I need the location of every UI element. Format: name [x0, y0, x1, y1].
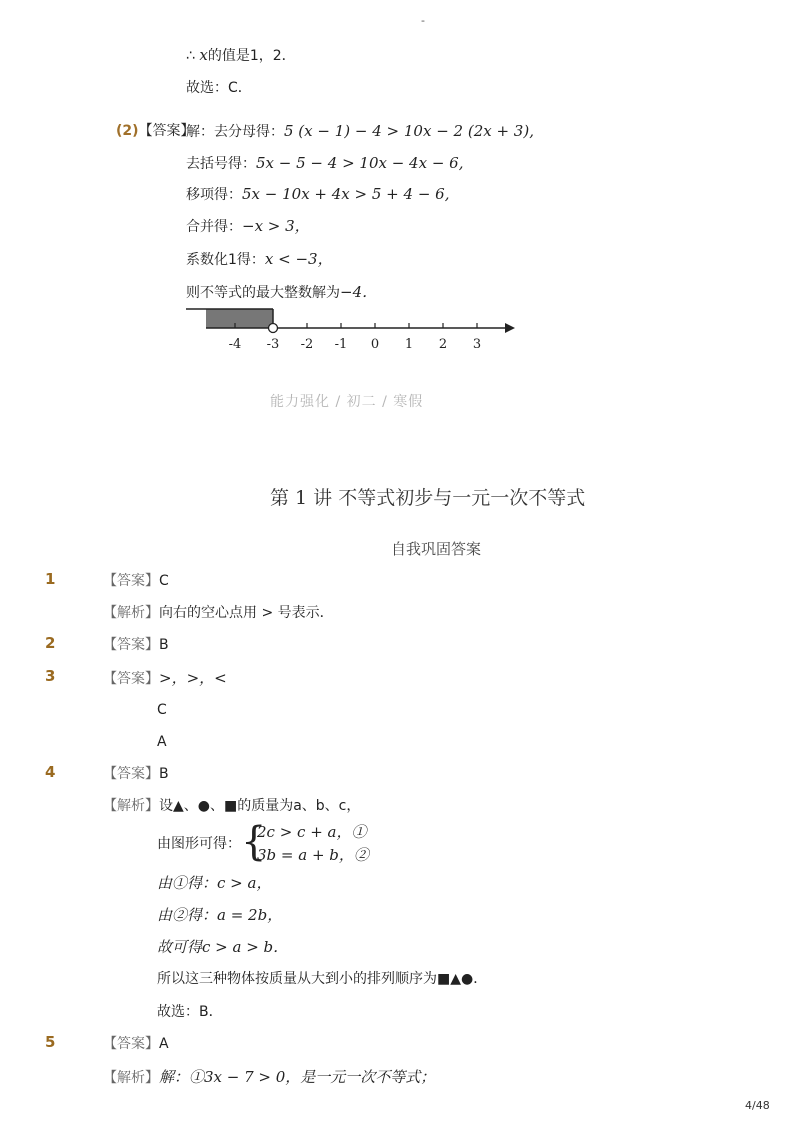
item-5-answer: 【答案】A: [103, 1036, 169, 1052]
q4-system-eq-1: 2c > c + a，①: [257, 823, 367, 841]
lecture-title: 第 1 讲 不等式初步与一元一次不等式: [270, 487, 586, 509]
q4-line-5: 故选：B．: [157, 1004, 223, 1020]
q2-step-1: 解：去分母得：5 (x − 1) − 4 > 10x − 2 (2x + 3),: [186, 122, 534, 140]
tick-label: 1: [404, 337, 414, 352]
q4-system-label: 由图形可得：: [157, 836, 241, 852]
item-3-line-3: A: [157, 734, 167, 750]
tick-label: -1: [334, 337, 348, 352]
q2-step-4: 合并得：−x > 3，: [186, 217, 310, 235]
page-number: 4/48: [745, 1099, 770, 1112]
continuation-line-2: 故选：C．: [186, 80, 252, 96]
q4-line-2: 由②得：a = 2b，: [157, 906, 283, 924]
item-4-answer: 【答案】B: [103, 766, 169, 782]
q2-step-5: 系数化1得：x < −3，: [186, 250, 333, 268]
q2-step-6: 则不等式的最大整数解为−4．: [186, 283, 378, 301]
item-number-4: 4: [45, 763, 56, 781]
open-point: [269, 324, 278, 333]
q4-line-3: 故可得c > a > b．: [157, 938, 289, 956]
tick-label: 0: [370, 337, 380, 352]
tick-label: -4: [228, 337, 242, 352]
item-number-3: 3: [45, 667, 56, 685]
item-1-analysis: 【解析】向右的空心点用 > 号表示．: [103, 605, 334, 621]
shaded-region: [206, 309, 273, 328]
tick-label: 3: [472, 337, 482, 352]
item-number-5: 5: [45, 1033, 56, 1051]
q2-step-3: 移项得：5x − 10x + 4x > 5 + 4 − 6,: [186, 185, 450, 203]
tick-label: 2: [438, 337, 448, 352]
q2-step-2: 去括号得：5x − 5 − 4 > 10x − 4x − 6,: [186, 154, 464, 172]
q4-line-4: 所以这三种物体按质量从大到小的排列顺序为■▲●．: [157, 971, 488, 987]
item-2-answer: 【答案】B: [103, 637, 169, 653]
number-line-diagram: [180, 300, 525, 358]
q4-line-1: 由①得：c > a，: [157, 874, 272, 892]
section-title: 自我巩固答案: [391, 540, 482, 558]
item-1-answer: 【答案】C: [103, 573, 169, 589]
q2-label: (2)【答案】: [116, 123, 195, 139]
axis-arrow: [505, 323, 515, 333]
item-5-analysis: 【解析】解：①3x − 7 > 0，是一元一次不等式；: [103, 1068, 436, 1086]
item-number-2: 2: [45, 634, 56, 652]
top-mark: -: [421, 14, 425, 27]
item-3-line-2: C: [157, 702, 167, 718]
item-4-analysis: 【解析】设▲、●、■的质量为a、b、c，: [103, 798, 361, 814]
tick-label: -2: [300, 337, 314, 352]
footer-label: 能力强化 / 初二 / 寒假: [270, 394, 424, 410]
tick-label: -3: [266, 337, 280, 352]
item-3-answer: 【答案】>，>，<: [103, 669, 227, 687]
system-brace: {: [241, 819, 267, 865]
item-number-1: 1: [45, 570, 56, 588]
q4-system-eq-2: 3b = a + b，②: [257, 846, 369, 864]
continuation-line-1: ∴ x的值是1，2．: [186, 46, 296, 64]
